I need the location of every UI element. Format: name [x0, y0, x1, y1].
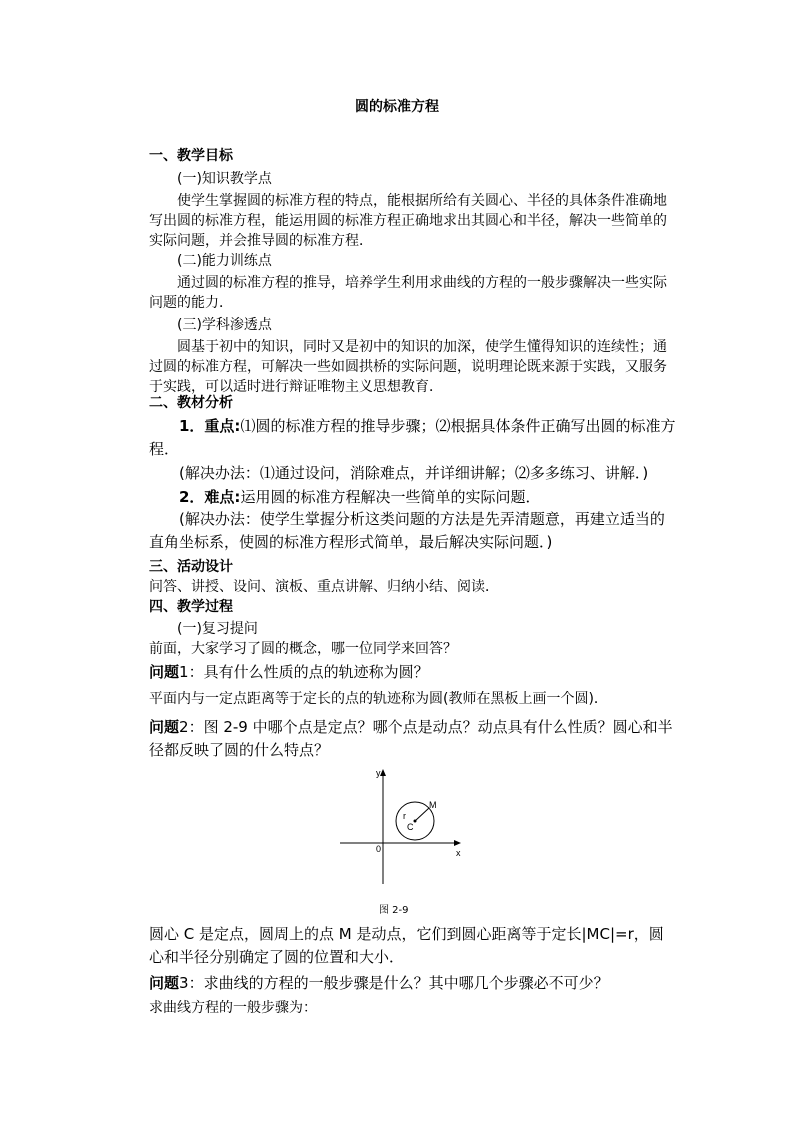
section-heading-analysis: 二、教材分析	[149, 395, 233, 411]
paragraph-difficulty-solution: (解决办法：使学生掌握分析这类问题的方法是先弄清题意，再建立适当的直角坐标系，使圆的标准方程形式简单，最后解决实际问题．)	[149, 510, 665, 551]
origin-label: 0	[376, 844, 382, 854]
paragraph-key-point	[149, 415, 676, 461]
question-3	[149, 972, 676, 995]
paragraph-difficulty	[149, 486, 676, 509]
paragraph-knowledge: 使学生掌握圆的标准方程的特点，能根据所给有关圆心、半径的具体条件准确地写出圆的标准方程，能运用圆的标准方程正确地求出其圆心和半径，解决一些简单的实际问题，并会推导圆的标准方程．	[149, 193, 667, 249]
key-point-text: ⑴圆的标准方程的推导步骤；⑵根据具体条件正确写出圆的标准方程．	[149, 417, 676, 458]
key-point-label: 1．重点:	[179, 417, 241, 435]
question-1-label: 问题	[149, 663, 180, 681]
subheading-discipline: (三)学科渗透点	[177, 317, 272, 333]
radius-line	[415, 808, 429, 821]
figure-circle-diagram	[340, 764, 470, 919]
subheading-ability: (二)能力训练点	[177, 253, 272, 269]
answer-2: 圆心 C 是定点，圆周上的点 M 是动点，它们到圆心距离等于定长|MC|=r，圆心和半径分别确定了圆的位置和大小．	[149, 925, 664, 966]
radius-label: r	[403, 811, 406, 821]
paragraph-ability: 通过圆的标准方程的推导，培养学生利用求曲线的方程的一般步骤解决一些实际问题的能力．	[149, 275, 667, 311]
section-heading-goals: 一、教学目标	[149, 148, 233, 164]
question-2-number: 2	[179, 718, 189, 736]
subheading-knowledge: (一)知识教学点	[177, 171, 272, 187]
question-1-text: ：具有什么性质的点的轨迹称为圆？	[188, 663, 429, 681]
section-heading-process: 四、教学过程	[149, 599, 233, 615]
x-axis-label: x	[456, 848, 461, 858]
y-axis-label: y	[376, 768, 381, 778]
question-1	[149, 661, 676, 684]
center-c-label: C	[407, 822, 414, 832]
question-1-number: 1	[179, 663, 189, 681]
question-3-text: ：求曲线的方程的一般步骤是什么？其中哪几个步骤必不可少？	[188, 974, 609, 992]
paragraph-review-intro: 前面，大家学习了圆的概念，哪一位同学来回答？	[149, 641, 457, 657]
subheading-review: (一)复习提问	[177, 621, 258, 637]
difficulty-text: 运用圆的标准方程解决一些简单的实际问题．	[240, 488, 541, 506]
coordinate-diagram	[340, 764, 470, 899]
x-axis-arrow	[454, 840, 461, 846]
answer-1: 平面内与一定点距离等于定长的点的轨迹称为圆(教师在黑板上画一个圆)．	[149, 691, 608, 707]
question-3-label: 问题	[149, 974, 180, 992]
section-heading-activities: 三、活动设计	[149, 559, 233, 575]
paragraph-activities: 问答、讲授、设问、演板、重点讲解、归纳小结、阅读．	[149, 579, 499, 595]
point-m-label: M	[429, 800, 437, 810]
paragraph-discipline: 圆基于初中的知识，同时又是初中的知识的加深，使学生懂得知识的连续性；通过圆的标准方程，可解决一些如圆拱桥的实际问题，说明理论既来源于实践，又服务于实践，可以适时进行辩证唯物主义思想教育．	[149, 339, 667, 395]
difficulty-label: 2．难点:	[179, 488, 241, 506]
question-2-text: ：图 2-9 中哪个点是定点？哪个点是动点？动点具有什么性质？圆心和半径都反映了圆的什么特点？	[149, 718, 673, 759]
figure-caption: 图 2-9	[379, 905, 409, 916]
page-title: 圆的标准方程	[355, 99, 439, 115]
question-3-number: 3	[179, 974, 189, 992]
paragraph-key-solution: (解决办法：⑴通过设问，消除难点，并详细讲解；⑵多多练习、讲解．)	[179, 464, 649, 482]
question-2	[149, 716, 676, 762]
answer-3: 求曲线方程的一般步骤为：	[149, 1000, 317, 1016]
question-2-label: 问题	[149, 718, 180, 736]
